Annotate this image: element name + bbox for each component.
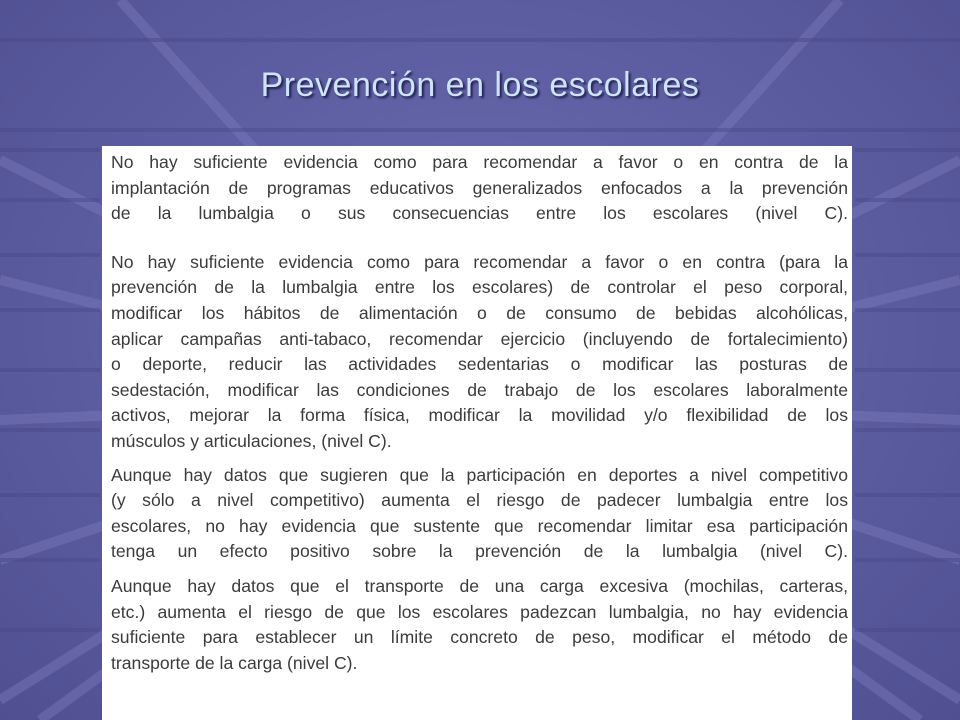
paragraph-line: suficiente para establecer un límite concreto de peso, modificar el método de	[111, 627, 848, 648]
content-box	[102, 146, 852, 720]
paragraph-3	[111, 463, 848, 565]
paragraph-line: tenga un efecto positivo sobre la prevención de la lumbalgia (nivel C).	[111, 541, 848, 562]
paragraph-line: activos, mejorar la forma física, modificar la movilidad y/o flexibilidad de los	[111, 405, 848, 426]
paragraph-line: escolares, no hay evidencia que sustente que recomendar limitar esa participación	[111, 515, 848, 536]
paragraph-line: prevención de la lumbalgia entre los escolares) de controlar el peso corporal,	[111, 277, 848, 298]
paragraph-line: transporte de la carga (nivel C).	[111, 652, 358, 673]
paragraph-line: de la lumbalgia o sus consecuencias entre los escolares (nivel C).	[111, 203, 848, 224]
paragraph-1	[111, 150, 848, 227]
paragraph-2	[111, 250, 848, 455]
paragraph-line: o deporte, reducir las actividades sedentarias o modificar las posturas de	[111, 354, 848, 375]
paragraph-line: implantación de programas educativos generalizados enfocados a la prevención	[111, 177, 848, 198]
paragraph-line: No hay suficiente evidencia como para recomendar a favor o en contra de la	[111, 152, 848, 172]
paragraph-line: (y sólo a nivel competitivo) aumenta el riesgo de padecer lumbalgia entre los	[111, 490, 848, 511]
paragraph-line: No hay suficiente evidencia como para recomendar a favor o en contra (para la	[111, 251, 848, 272]
paragraph-line: aplicar campañas anti-tabaco, recomendar ejercicio (incluyendo de fortalecimiento)	[111, 328, 848, 349]
paragraph-line: músculos y articulaciones, (nivel C).	[111, 430, 392, 451]
paragraph-line: Aunque hay datos que el transporte de una carga excesiva (mochilas, carteras,	[111, 575, 848, 596]
paragraph-line: sedestación, modificar las condiciones de trabajo de los escolares laboralmente	[111, 379, 848, 400]
paragraph-4	[111, 574, 848, 676]
paragraph-line: etc.) aumenta el riesgo de que los escolares padezcan lumbalgia, no hay evidencia	[111, 601, 848, 622]
paragraph-line: Aunque hay datos que sugieren que la participación en deportes a nivel competitivo	[111, 464, 848, 485]
paragraph-line: modificar los hábitos de alimentación o de consumo de bebidas alcohólicas,	[111, 302, 848, 323]
slide-title: Prevención en los escolares	[260, 66, 700, 104]
